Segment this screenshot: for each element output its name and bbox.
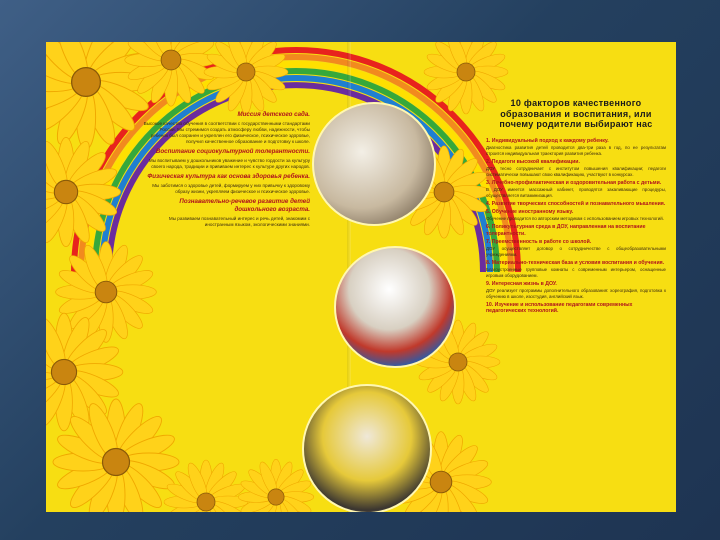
factor-text: Диагностика развития детей проводится два-три раза в год, по ее результатам строится индивидуальная траектория развития ребенка. [486,144,666,156]
factor-heading: 4. Развитие творческих способностей и познавательного мышления. [486,200,666,207]
classroom-photo [312,102,436,226]
performance-photo [334,246,456,368]
factor-heading: 1. Индивидуальный подход к каждому ребенку. [486,137,609,144]
factor-heading: 8. Материально-техническая база и условия воспитания и обучения. [486,259,665,266]
sunflower [164,460,248,512]
factor-text: ДОУ тесно сотрудничает с институтом повышения квалификации; педагоги систематически повышают свою квалификацию, участвуют в конкурсах. [486,165,666,177]
sociocultural-text: Мы воспитываем у дошкольников уважение и чувство гордости за культуру своего народа, традиции и прививаем интерес к культуре других народов. [148,158,310,170]
factor-heading: 3. Лечебно-профилактическая и оздоровительная работа с детьми. [486,179,662,186]
factor-heading: 6. Поликультурная среда в ДОУ, направленная на воспитание толерантности. [486,224,646,237]
sunflower [238,459,314,512]
right-panel [486,98,666,316]
physical-text: Мы заботимся о здоровье детей, формируем у них привычку к здоровому образу жизни, укрепляем физическое и психическое здоровье. [152,183,310,195]
factor-text: Обучение проводится по авторским методикам с использованием игровых технологий. [486,216,664,222]
physical-heading: Физическая культура как основа здоровья ребенка. [147,173,310,181]
factor-list [486,138,666,315]
factors-title: 10 факторов качественного образования и воспитания, или почему родители выбирают нас [499,98,653,129]
factor-heading: 10. Изучение и использование педагогами современных педагогических технологий. [486,301,633,315]
factor-text: ДОУ осуществляет договор о сотрудничестве с общеобразовательными учреждениями. [486,246,666,258]
mission-heading: Миссия детского сада. [237,111,310,118]
factor-text: Благоустроенные групповые комнаты с современным интерьером, оснащенные игровым оборудованием. [486,267,666,279]
brochure-spread [46,42,676,512]
factor-text: В ДОУ имеется массажный кабинет, проводятся закаливающие процедуры, осуществляется витаминизация. [486,186,666,198]
cognitive-heading: Познавательно-речевое развитие детей дошкольного возраста. [179,198,310,213]
left-panel [142,108,310,231]
factor-heading: 9. Интересная жизнь в ДОУ. [486,280,557,287]
factor-heading: 7. Преемственность в работе со школой. [486,238,592,245]
dance-photo [302,384,432,512]
factor-heading: 5. Обучение иностранному языку. [486,208,574,215]
sunflower [53,399,179,512]
mission-text: Высокое качество обучения в соответствии с государственными стандартами России. Мы стремимся создать атмосферу любви, надежности, чтобы ребенок был сохранен и укреплен его физическое, психическое здоровье, получил качественное образование и подготовку к школе. [143,120,310,145]
sociocultural-heading: Воспитание социокультурной толерантности. [155,148,310,156]
factor-heading: 2. Педагоги высокой квалификации. [486,158,580,165]
cognitive-text: Мы развиваем познавательный интерес и речь детей, знакомим с иностранным языком, экологическими знаниями. [168,215,310,227]
factor-text: ДОУ реализует программы дополнительного образования: хореография, подготовка к обучению в школе, изостудия, английский язык. [486,288,666,300]
